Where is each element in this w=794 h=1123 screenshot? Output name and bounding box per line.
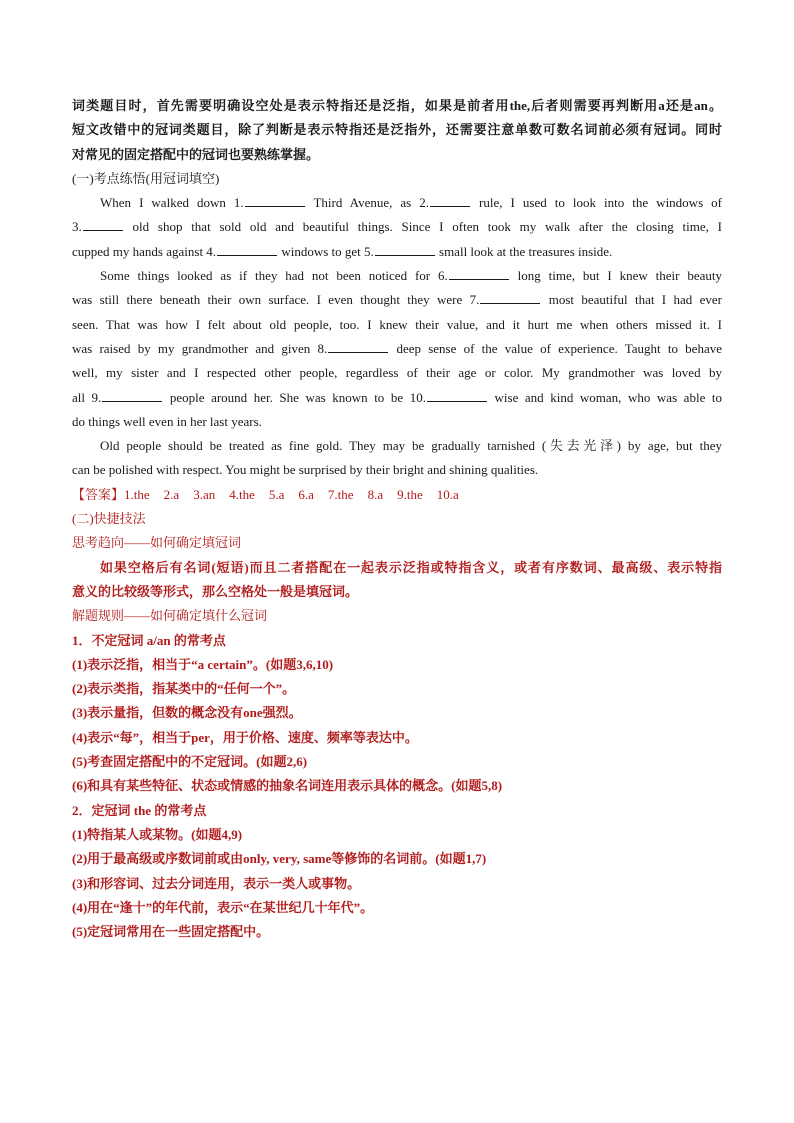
answer-item: 7.the [327, 486, 354, 502]
indef-item-2: (2)表示类指，指某类中的“任何一个”。 [72, 681, 296, 697]
indef-item-6: (6)和具有某些特征、状态或情感的抽象名词连用表示具体的概念。(如题5,8) [72, 778, 503, 794]
passage-p2-line-2: was still there beneath their own surface. I even thought they were 7. most beautiful that I had ever [72, 292, 722, 308]
blank-7 [480, 290, 540, 304]
answer-item: 5.a [268, 486, 285, 502]
answer-item: 3.an [193, 486, 216, 502]
passage-p2-line-4: was raised by my grandmother and given 8. deep sense of the value of experience. Taught to behave [72, 340, 722, 356]
answer-item: 4.the [229, 486, 255, 502]
blank-4 [217, 242, 277, 256]
think-body-line-1: 如果空格后有名词(短语)而且二者搭配在一起表示泛指或特指含义，或者有序数词、最高级、表示特指 [100, 559, 722, 575]
blank-1 [245, 193, 305, 207]
intro-line-3: 对常见的固定搭配中的冠词也要熟练掌握。 [72, 146, 320, 162]
blank-6 [449, 266, 509, 280]
answer-item: 8.a [367, 486, 384, 502]
def-item-4: (4)用在“逢十”的年代前，表示“在某世纪几十年代”。 [72, 899, 374, 915]
passage-p2-line-5: well, my sister and I respected other people, regardless of their age or color. My grandmother was loved by [72, 365, 722, 381]
passage-p3-line-1: Old people should be treated as fine gold. They may be gradually tarnished (失去光泽) by age, but they [100, 438, 722, 454]
blank-10 [427, 388, 487, 402]
document-page [72, 94, 722, 944]
passage-p1-line-2: 3. old shop that sold old and beautiful things. Since I often took my walk after the closing time, I [72, 219, 722, 235]
answer-tag: 【答案】 [72, 486, 125, 502]
section-2-title: (二)快捷技法 [72, 511, 146, 527]
passage-p2-line-1: Some things looked as if they had not been noticed for 6. long time, but I knew their beauty [100, 268, 722, 284]
passage-p2-line-3: seen. That was how I felt about old people, too. I knew their value, and it hurt me when others missed it. I [72, 316, 722, 332]
def-item-3: (3)和形容词、过去分词连用，表示一类人或事物。 [72, 875, 361, 891]
def-title: 2．定冠词 the 的常考点 [72, 802, 207, 818]
passage-p2-line-6: all 9. people around her. She was known to be 10. wise and kind woman, who was able to [72, 389, 722, 405]
section-1-title: (一)考点练悟(用冠词填空) [72, 170, 220, 186]
answer-item: 1.the [124, 486, 150, 502]
answer-line [72, 483, 722, 507]
answer-item: 9.the [397, 486, 423, 502]
passage-p1-line-3: cupped my hands against 4. windows to get 5. small look at the treasures inside. [72, 243, 613, 259]
answer-item: 10.a [436, 486, 459, 502]
think-title: 思考趋向——如何确定填冠词 [72, 535, 242, 551]
blank-2 [430, 193, 470, 207]
def-item-1: (1)特指某人或某物。(如题4,9) [72, 826, 243, 842]
indef-title: 1．不定冠词 a/an 的常考点 [72, 632, 226, 648]
think-body-line-2: 意义的比较级等形式，那么空格处一般是填冠词。 [72, 583, 359, 599]
answer-item: 6.a [298, 486, 314, 502]
rule-title: 解题规则——如何确定填什么冠词 [72, 608, 268, 624]
answer-item: 2.a [163, 486, 180, 502]
indef-item-4: (4)表示“每”，相当于per，用于价格、速度、频率等表达中。 [72, 729, 418, 745]
blank-5 [375, 242, 435, 256]
def-item-5: (5)定冠词常用在一些固定搭配中。 [72, 924, 270, 940]
passage-p1-line-1: When I walked down 1. Third Avenue, as 2. rule, I used to look into the windows of [100, 195, 722, 211]
def-item-2: (2)用于最高级或序数词前或由only, very, same等修饰的名词前。(如题1,7) [72, 851, 487, 867]
passage-p3-line-2: can be polished with respect. You might be surprised by their bright and shining qualities. [72, 462, 539, 478]
intro-line-1: 词类题目时，首先需要明确设空处是表示特指还是泛指，如果是前者用the,后者则需要再判断用a还是an。 [72, 98, 722, 113]
indef-item-5: (5)考查固定搭配中的不定冠词。(如题2,6) [72, 754, 308, 770]
intro-line-2: 短文改错中的冠词类题目，除了判断是表示特指还是泛指外，还需要注意单数可数名词前必须有冠词。同时 [72, 122, 722, 138]
blank-9 [102, 388, 162, 402]
blank-3 [83, 217, 123, 231]
indef-item-3: (3)表示量指，但数的概念没有one强烈。 [72, 705, 302, 721]
blank-8 [328, 339, 388, 353]
indef-item-1: (1)表示泛指，相当于“a certain”。(如题3,6,10) [72, 656, 334, 672]
passage-p2-line-7: do things well even in her last years. [72, 413, 262, 429]
